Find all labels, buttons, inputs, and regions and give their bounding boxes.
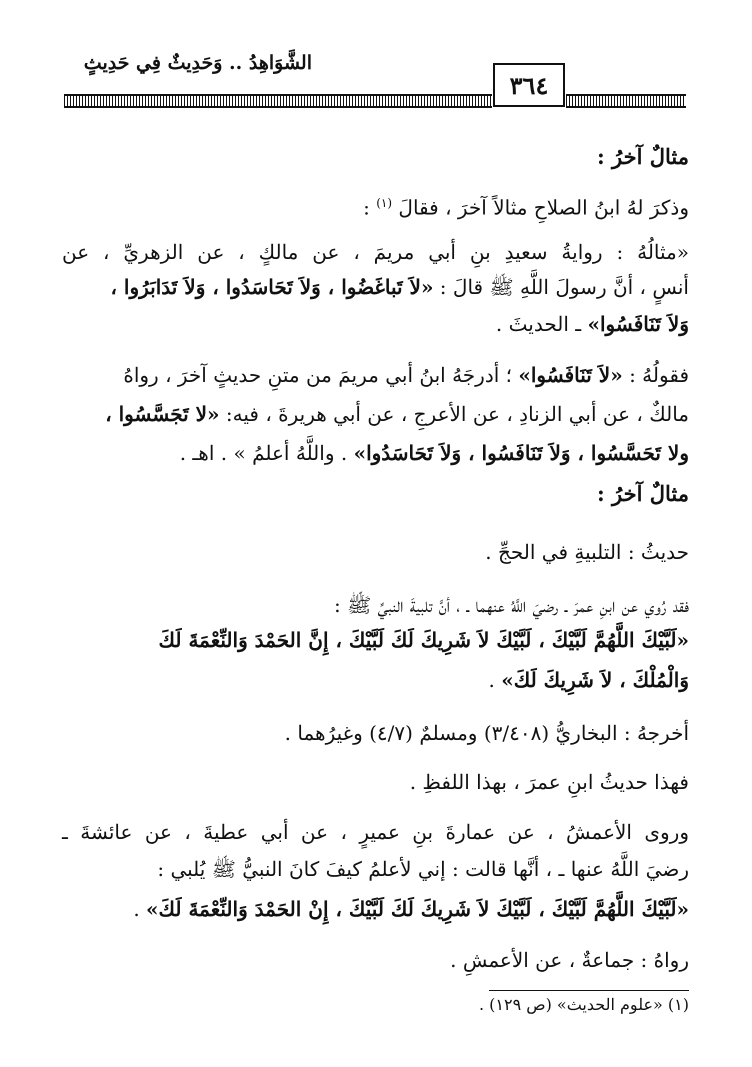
hadith-quote: وَلاَ تَنَافَسُوا»: [587, 312, 689, 336]
header-rule-left: [64, 94, 492, 108]
hadith-quote-line: «لَبَّيْكَ اللَّهُمَّ لَبَّيْكَ ، لَبَّيْكَ لاَ شَرِيكَ لَكَ لَبَّيْكَ ، إِنَّ الحَمْدَ وَالنِّعْمَةَ لَكَ: [158, 628, 689, 652]
paragraph-line: رضيَ اللَّهُ عنها ـ ، أنَّها قالت : إني لأعلمُ كيفَ كانَ النبيُّ ﷺ يُلبي :: [157, 857, 689, 881]
hadith-quote: «لا تَجَسَّسُوا ،: [105, 402, 220, 426]
running-header-title: الشَّوَاهِدُ .. وَحَدِيثٌ فِي حَدِيثٍ: [83, 52, 312, 74]
paragraph-line: وروى الأعمشُ ، عن عمارةَ بنِ عميرٍ ، عن أبي عطيةَ ، عن عائشةَ ـ: [62, 820, 689, 844]
paragraph-line: فقد رُوي عن ابنِ عمرَ ـ رضيَ اللَّهُ عنهما ـ ، أنَّ تلبيةَ النبيِّ ﷺ :: [334, 593, 689, 617]
paragraph-line: رواهُ : جماعةٌ ، عن الأعمشِ .: [450, 948, 689, 972]
section-heading-1: مثالٌ آخرُ :: [596, 144, 689, 169]
paragraph-line: [123, 361, 689, 389]
footnote-divider: [489, 990, 689, 991]
text-span: فقولُهُ :: [622, 363, 689, 387]
hadith-quote: ولا تَحَسَّسُوا ، وَلاَ تَنَافَسُوا ، وَلاَ تَحَاسَدُوا»: [353, 441, 689, 465]
paragraph-line: حديثُ : التلبيةِ في الحجِّ .: [485, 540, 689, 564]
text-span: .: [133, 897, 147, 921]
text-span: وذكرَ لهُ ابنُ الصلاحِ مثالاً آخرَ ، فقالَ: [398, 195, 689, 220]
text-span: أنسٍ ، أنَّ رسولَ اللَّهِ ﷺ قالَ :: [433, 275, 689, 299]
paragraph-line: فهذا حديثُ ابنِ عمرَ ، بهذا اللفظِ .: [409, 770, 689, 794]
header-rule-right: [566, 94, 686, 108]
hadith-quote: «لاَ تَنَافَسُوا»: [518, 363, 623, 387]
footnote-ref: (١): [376, 196, 393, 210]
paragraph-line: [489, 666, 689, 694]
paragraph-line: [105, 400, 689, 428]
paragraph-line: [133, 895, 689, 923]
section-heading-2: مثالٌ آخرُ :: [596, 481, 689, 506]
paragraph-line: [180, 439, 689, 467]
paragraph-line: [110, 273, 689, 301]
page-number: ٣٦٤: [509, 70, 549, 100]
footnote: (١) «علوم الحديث» (ص ١٢٩) .: [478, 995, 689, 1014]
hadith-quote: وَالْمُلْكَ ، لاَ شَرِيكَ لَكَ»: [501, 668, 689, 692]
text-span: :: [363, 195, 370, 220]
paragraph-line: «مثالُهُ : روايةُ سعيدِ بنِ أبي مريمَ ، عن مالكٍ ، عن الزهريِّ ، عن: [62, 240, 689, 264]
paragraph-line: [496, 310, 689, 338]
hadith-quote: «لاَ تَباغَضُوا ، وَلاَ تَحَاسَدُوا ، وَلاَ تَدَابَرُوا ،: [110, 275, 434, 299]
page-number-box: [493, 63, 565, 107]
hadith-quote: «لَبَّيْكَ اللَّهُمَّ لَبَّيْكَ ، لَبَّيْكَ لاَ شَرِيكَ لَكَ لَبَّيْكَ ، إِنْ الحَمْدَ وَالنِّعْمَةَ لَكَ»: [146, 897, 689, 921]
paragraph-line: [363, 189, 689, 222]
paragraph-line: أخرجهُ : البخاريُّ (٣/٤٠٨) ومسلمٌ (٤/٧) وغيرُهما .: [284, 721, 689, 745]
text-span: . واللَّهُ أعلمُ » . اهـ .: [179, 441, 354, 465]
text-span: .: [488, 668, 502, 692]
text-span: ؛ أدرجَهُ ابنُ أبي مريمَ من متنِ حديثٍ آخرَ ، رواهُ: [123, 363, 519, 387]
text-span: ـ الحديثَ .: [495, 312, 588, 336]
text-span: مالكٌ ، عن أبي الزنادِ ، عن الأعرجِ ، عن أبي هريرةَ ، فيه:: [219, 402, 689, 426]
